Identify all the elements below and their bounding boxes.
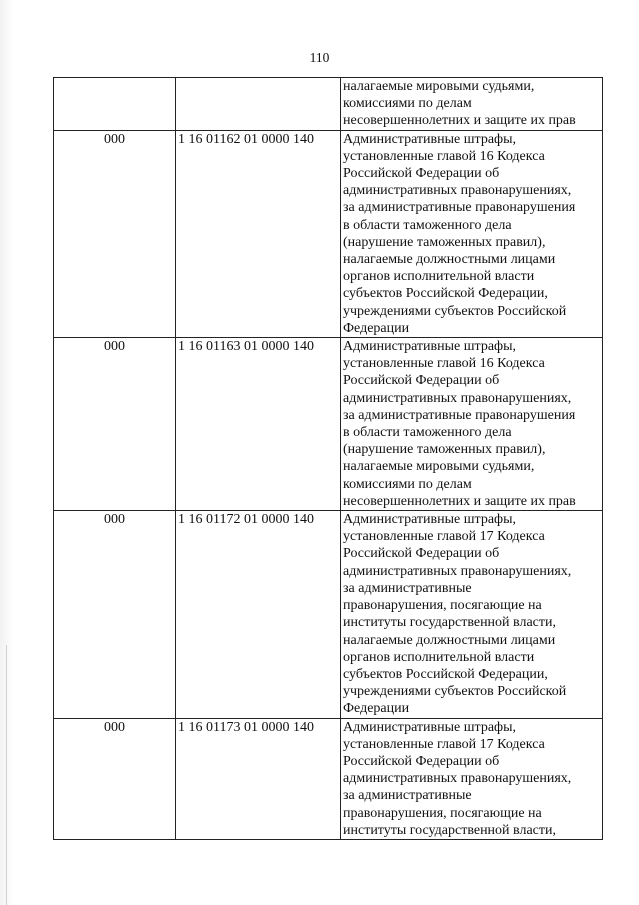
table-row [54,130,603,337]
name-line: Административные штрафы, [343,131,517,147]
scan-edge-shadow [0,0,14,905]
name-line: административных правонарушениях, [343,771,572,787]
name-line: за административные [343,788,472,804]
name-line: установленные главой 17 Кодекса [343,736,545,752]
kbk-code-cell: 1 16 01172 01 0000 140 [176,511,341,718]
name-line: субъектов Российской Федерации, [343,666,548,682]
admin-code-cell: 000 [54,511,176,718]
name-line: Федерации [343,320,410,336]
name-line: институты государственной власти, [343,615,556,631]
name-line: налагаемые мировыми судьями, [343,79,535,94]
income-name-cell [341,338,603,511]
name-line: несовершеннолетних и защите их прав [343,493,576,509]
admin-code-cell: 000 [54,130,176,337]
name-line: учреждениями субъектов Российской [343,303,567,319]
name-line: административных правонарушениях, [343,390,572,406]
kbk-code-cell: 1 16 01163 01 0000 140 [176,338,341,511]
name-line: установленные главой 16 Кодекса [343,148,545,164]
name-line: установленные главой 16 Кодекса [343,356,545,372]
income-name-cell [341,511,603,718]
income-name-cell [341,78,603,131]
name-line: (нарушение таможенных правил), [343,234,546,250]
admin-code-cell [54,78,176,131]
name-line: несовершеннолетних и защите их прав [343,113,576,129]
name-line: комиссиями по делам [343,476,472,492]
name-line: органов исполнительной власти [343,269,535,285]
name-line: в области таможенного дела [343,425,512,441]
table-row [54,511,603,718]
name-line: в области таможенного дела [343,217,512,233]
name-line: Федерации [343,701,410,717]
table-row [54,78,603,131]
name-line: Российской Федерации об [343,373,500,389]
name-line: Российской Федерации об [343,166,500,182]
name-line: правонарушения, посягающие на [343,598,542,614]
name-line: правонарушения, посягающие на [343,805,542,821]
name-line: за административные правонарушения [343,200,576,216]
name-line: за административные правонарушения [343,407,576,423]
kbk-code-cell [176,78,341,131]
kbk-code-cell: 1 16 01162 01 0000 140 [176,130,341,337]
name-line: налагаемые мировыми судьями, [343,459,535,475]
name-line: Административные штрафы, [343,512,517,528]
name-line: комиссиями по делам [343,96,472,112]
name-line: Административные штрафы, [343,339,517,355]
income-name-cell [341,130,603,337]
name-line: налагаемые должностными лицами [343,252,556,268]
name-line: субъектов Российской Федерации, [343,286,548,302]
name-line: Административные штрафы, [343,719,517,735]
name-line: административных правонарушениях, [343,183,572,199]
income-name-cell [341,718,603,839]
name-line: учреждениями субъектов Российской [343,684,567,700]
scan-edge-mark [6,645,7,905]
admin-code-cell: 000 [54,338,176,511]
name-line: институты государственной власти, [343,822,556,838]
table-row [54,718,603,839]
kbk-code-cell: 1 16 01173 01 0000 140 [176,718,341,839]
name-line: административных правонарушениях, [343,563,572,579]
name-line: установленные главой 17 Кодекса [343,529,545,545]
admin-code-cell: 000 [54,718,176,839]
budget-classification-table [53,77,603,840]
name-line: Российской Федерации об [343,546,500,562]
name-line: (нарушение таможенных правил), [343,442,546,458]
name-line: Российской Федерации об [343,753,500,769]
page-number: 110 [309,50,330,65]
name-line: налагаемые должностными лицами [343,632,556,648]
table-row [54,338,603,511]
name-line: органов исполнительной власти [343,649,535,665]
name-line: за административные [343,580,472,596]
